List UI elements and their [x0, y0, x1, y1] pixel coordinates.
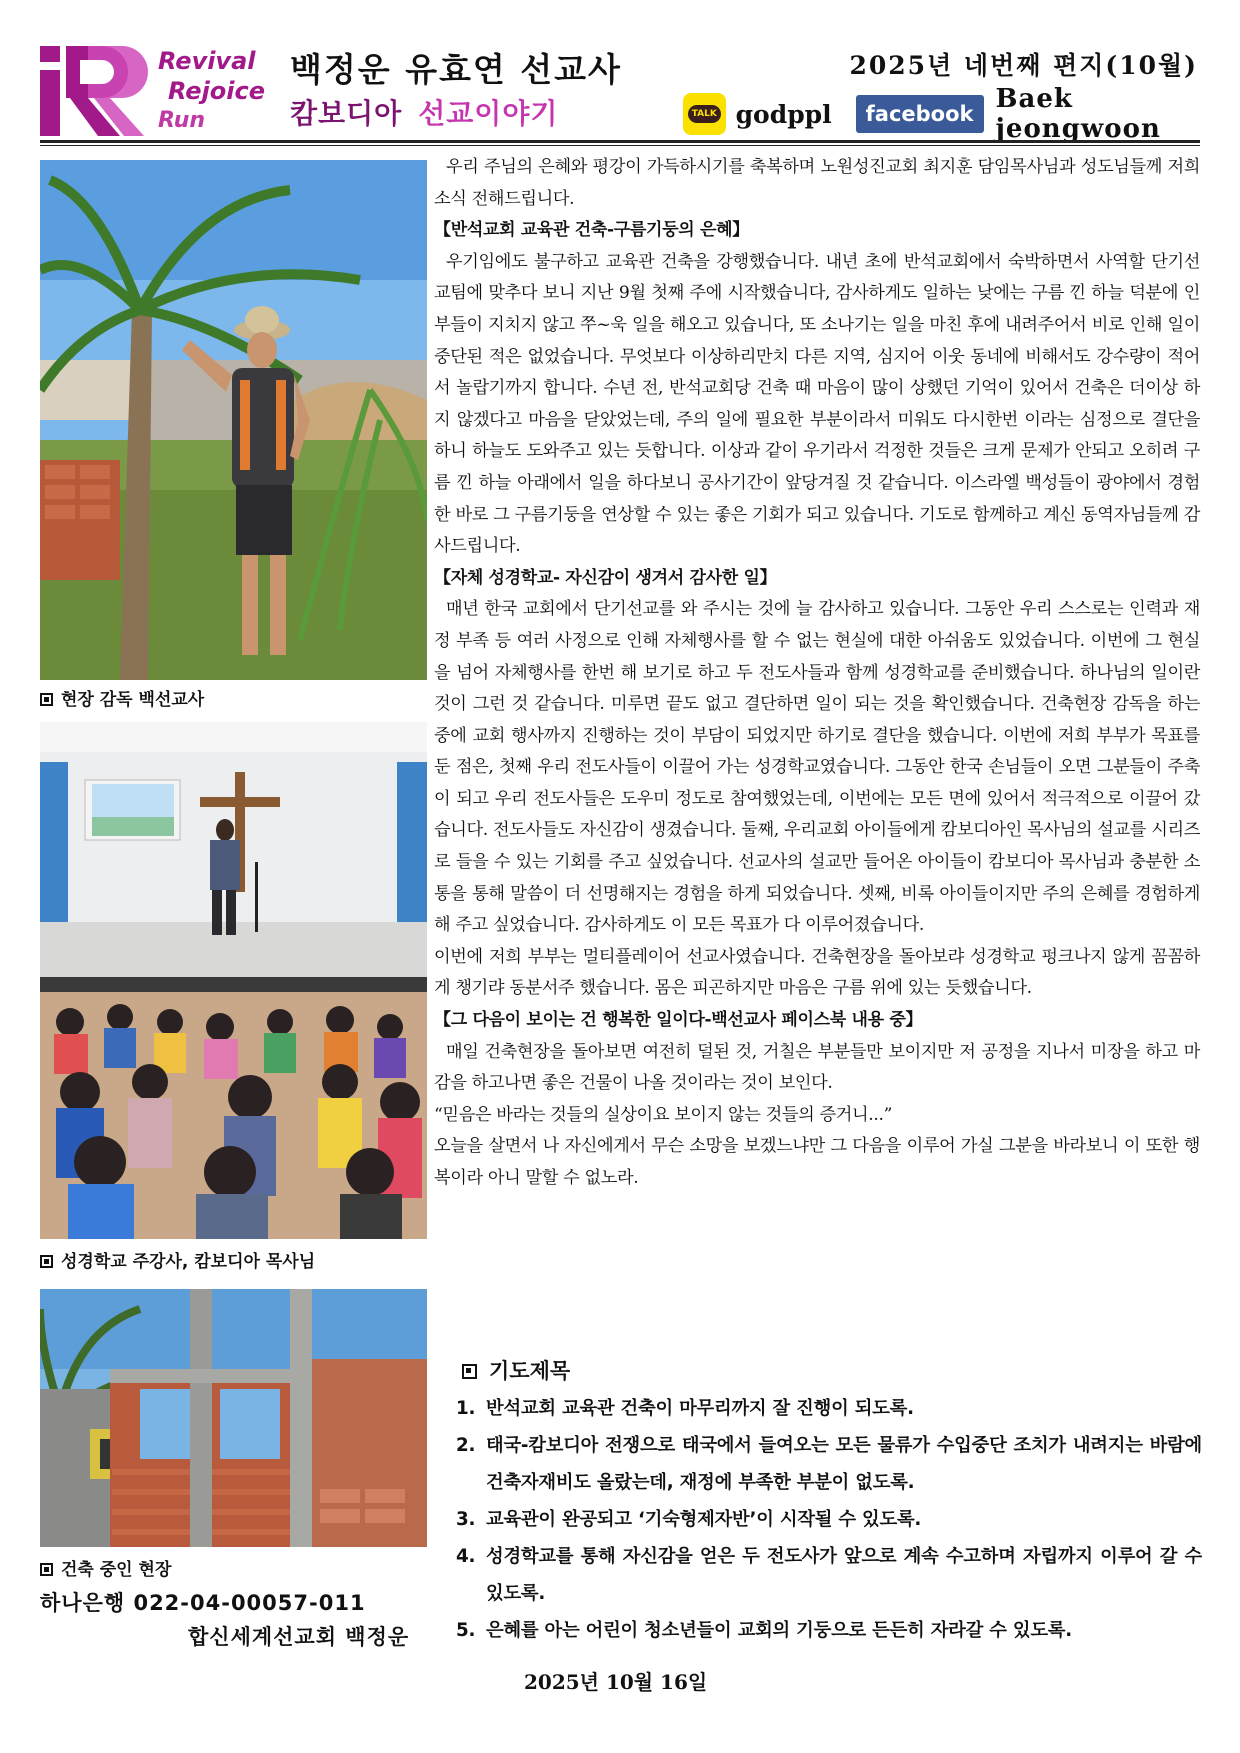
prayer-square-icon [462, 1364, 477, 1379]
logo-word-run: Run [158, 108, 206, 133]
prayer-list [456, 1390, 1202, 1649]
subtitle-story: 선교이야기 [418, 97, 559, 130]
next-step-paragraph: 매일 건축현장을 돌아보면 여전히 덜된 것, 거칠은 부분들만 보이지만 저 공정을 지나서 미장을 하고 마감을 하고나면 좋은 건물이 나올 것이라는 것이 보인다. [434, 1041, 1200, 1094]
prayer-title [462, 1355, 570, 1385]
scripture-quote: “믿음은 바라는 것들의 실상이요 보이지 않는 것들의 증거니...” [434, 1104, 893, 1125]
letter-number: 2025년 네번째 편지(10월) [849, 51, 1198, 80]
prayer-item-text: 반석교회 교육관 건축이 마무리까지 잘 진행이 되도록. [486, 1398, 914, 1419]
mission-society-name: 합신세계선교회 백정운 [188, 1625, 410, 1649]
prayer-item-text: 성경학교를 통해 자신감을 얻은 두 전도사가 앞으로 계속 수고하며 자립까지 이루어 갈 수 있도록. [486, 1546, 1202, 1604]
kakaotalk-icon [683, 93, 726, 135]
logo-mark-icon [40, 46, 160, 138]
caption-bible-school [40, 1247, 315, 1272]
intro-paragraph: 우리 주님의 은혜와 평강이 가득하시기를 축복하며 노원성진교회 최지훈 담임목사님과 성도님들께 저희 소식 전해드립니다. [434, 157, 1200, 209]
prayer-item-number: 3. [456, 1509, 476, 1530]
caption-text: 현장 감독 백선교사 [61, 690, 205, 710]
photo-construction-site [40, 1289, 427, 1547]
prayer-item-text: 교육관이 완공되고 ‘기숙형제자반’이 시작될 수 있도록. [486, 1509, 922, 1530]
letter-body [434, 152, 1200, 1195]
prayer-item-text: 은혜를 아는 어린이 청소년들이 교회의 기둥으로 든든히 자라갈 수 있도록. [486, 1620, 1073, 1641]
prayer-item-number: 4. [456, 1546, 476, 1567]
multiplayer-paragraph: 이번에 저희 부부는 멀티플레이어 선교사였습니다. 건축현장을 돌아보랴 성경학교 펑크나지 않게 꼼꼼하게 챙기랴 동분서주 했습니다. 몸은 피곤하지만 마음은 구름 위에 있는 듯했습니다. [434, 946, 1200, 999]
facebook-name: Baek jeongwoon [995, 84, 1161, 144]
section-title-next-step: 【그 다음이 보이는 건 행복한 일이다-백선교사 페이스북 내용 중】 [434, 1010, 923, 1031]
header-divider-thick [40, 140, 1200, 143]
prayer-item [456, 1538, 1202, 1612]
education-hall-paragraph: 우기임에도 불구하고 교육관 건축을 강행했습니다. 내년 초에 반석교회에서 숙박하면서 사역할 단기선교팀에 맞추다 보니 지난 9월 첫째 주에 시작했습니다, 감사하게도 일하는 낮에는 구름 낀 하늘 덕분에 인부들이 지치지 않고 쭈~욱 일을 해오고 있습니다, 또 소나기는 일을 마친 후에 내려주어서 비로 인해 일이 중단된 적은 없었습니다. 무엇보다 이상하리만치 다른 지역, 심지어 이웃 동네에 비해서도 강수량이 적어서 놀랍기까지 합니다. 수년 전, 반석교회당 건축 때 마음이 많이 상했던 기억이 있어서 건축은 더이상 하지 않겠다고 마음을 닫았었는데, 주의 일에 필요한 부분이라서 미워도 다시한번 이라는 심정으로 결단을 하니 하늘도 도와주고 있는 듯합니다. 이상과 같이 우기라서 걱정한 것들은 크게 문제가 안되고 오히려 구름 낀 하늘 아래에서 일을 하다보니 공사기간이 앞당겨질 것 같습니다. 이스라엘 백성들이 광야에서 경험한 바로 그 구름기둥을 연상할 수 있는 좋은 기회가 되고 있습니다. 기도로 함께하고 계신 동역자님들께 감사드립니다. [434, 251, 1200, 557]
section-title-education-hall: 【반석교회 교육관 건축-구름기둥의 은혜】 [434, 220, 749, 241]
photo-bible-school [40, 722, 427, 1239]
prayer-item-number: 2. [456, 1435, 476, 1456]
caption-construction-site [40, 1555, 171, 1580]
missionary-names: 백정운 유효연 선교사 [290, 50, 622, 89]
prayer-item-number: 1. [456, 1398, 476, 1419]
logo-word-rejoice: Rejoice [168, 77, 266, 105]
prayer-item [456, 1612, 1202, 1649]
prayer-item-text: 태국-캄보디아 전쟁으로 태국에서 들여오는 모든 물류가 수입중단 조치가 내려지는 바람에 건축자재비도 올랐는데, 재정에 부족한 부분이 없도록. [486, 1435, 1202, 1493]
caption-square-icon [40, 1255, 53, 1268]
bible-school-paragraph: 매년 한국 교회에서 단기선교를 와 주시는 것에 늘 감사하고 있습니다. 그동안 우리 스스로는 인력과 재정 부족 등 여러 사정으로 인해 자체행사를 할 수 없는 현실에 대한 아쉬움도 있었습니다. 이번에 그 현실을 넘어 자체행사를 한번 해 보기로 하고 두 전도사들과 함께 성경학교를 준비했습니다. 하나님의 일이란 것이 그런 것 같습니다. 미루면 끝도 없고 결단하면 일이 되는 것을 확인했습니다. 건축현장 감독을 하는 중에 교회 행사까지 진행하는 것이 부담이 되었지만 하기로 결단을 했습니다. 이번에 저희 부부가 목표를 둔 점은, 첫째 우리 전도사들이 이끌어 가는 성경학교였습니다. 그동안 한국 손님들이 오면 그분들이 주축이 되고 우리 전도사들은 도우미 정도로 참여했었는데, 이번에는 모든 면에 있어서 적극적으로 이끌어 갔습니다. 전도사들도 자신감이 생겼습니다. 둘째, 우리교회 아이들에게 캄보디아인 목사님의 설교를 시리즈로 들을 수 있는 기회를 주고 싶었습니다. 선교사의 설교만 들어온 아이들이 캄보디아 목사님과 충분한 소통을 통해 말씀이 더 선명해지는 경험을 하게 되었습니다. 셋째, 비록 아이들이지만 주의 은혜를 경험하게 해 주고 싶었습니다. 감사하게도 이 모든 목표가 다 이루어졌습니다. [434, 599, 1200, 936]
caption-square-icon [40, 1563, 53, 1576]
caption-text: 건축 중인 현장 [61, 1560, 172, 1580]
photo-site-supervisor [40, 160, 427, 680]
bank-account: 하나은행 022-04-00057-011 [40, 1591, 366, 1615]
subtitle-country: 캄보디아 [290, 97, 403, 130]
social-links [683, 84, 1240, 144]
letter-date: 2025년 10월 16일 [524, 1670, 708, 1694]
header-divider-thin [40, 145, 1200, 146]
prayer-item-number: 5. [456, 1620, 476, 1641]
kakao-id: godppl [735, 99, 832, 129]
prayer-item [456, 1501, 1202, 1538]
logo-words [158, 46, 265, 136]
caption-text: 성경학교 주강사, 캄보디아 목사님 [61, 1252, 316, 1272]
logo-word-revival: Revival [158, 47, 256, 75]
newsletter-subtitle [290, 92, 558, 132]
ministry-logo [40, 46, 266, 138]
kakaotalk-icon-text: TALK [688, 105, 721, 123]
facebook-logo-icon: facebook [856, 95, 984, 133]
section-title-bible-school: 【자체 성경학교- 자신감이 생겨서 감사한 일】 [434, 567, 777, 588]
prayer-title-text: 기도제목 [489, 1359, 571, 1383]
caption-site-supervisor [40, 685, 204, 710]
prayer-item [456, 1427, 1202, 1501]
closing-paragraph: 오늘을 살면서 나 자신에게서 무슨 소망을 보겠느냐만 그 다음을 이루어 가실 그분을 바라보니 이 또한 행복이라 아니 말할 수 없노라. [434, 1136, 1200, 1188]
caption-square-icon [40, 693, 53, 706]
prayer-item [456, 1390, 1202, 1427]
